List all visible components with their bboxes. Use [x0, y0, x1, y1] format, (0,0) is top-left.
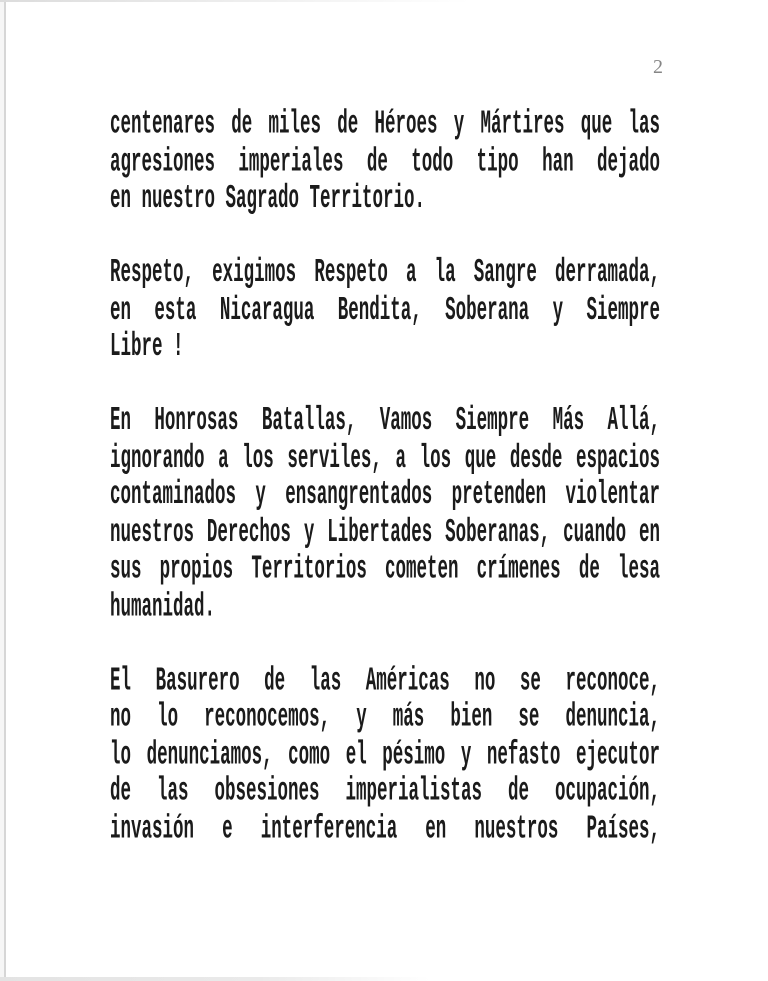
scan-edge-bottom [0, 977, 430, 981]
page-number: 2 [653, 56, 663, 78]
text-line: nuestros Derechos y Libertades Soberanas, cuando en [110, 513, 660, 552]
text-line: Respeto, exigimos Respeto a la Sangre derramada, [110, 254, 660, 293]
text-line: agresiones imperiales de todo tipo han dejado [110, 143, 660, 182]
text-line: humanidad. [110, 587, 216, 626]
text-line: El Basurero de las Américas no se reconoce, [110, 661, 660, 700]
paragraph-1 [110, 108, 660, 219]
text-line: en nuestro Sagrado Territorio. [110, 180, 426, 219]
text-line: no lo reconocemos, y más bien se denuncia, [110, 698, 660, 737]
paragraph-3 [110, 404, 660, 626]
text-line: En Honrosas Batallas, Vamos Siempre Más Allá, [110, 402, 660, 441]
text-line: Libre ! [110, 328, 184, 367]
text-line: en esta Nicaragua Bendita, Soberana y Siempre [110, 291, 660, 330]
paragraph-4 [110, 661, 660, 849]
scan-edge-left [4, 0, 6, 981]
text-line: centenares de miles de Héroes y Mártires que las [110, 106, 660, 145]
document-text-block [110, 108, 660, 849]
paragraph-2 [110, 256, 660, 367]
text-line: de las obsesiones imperialistas de ocupación, [110, 773, 660, 811]
text-line: invasión e interferencia en nuestros Países, [110, 810, 660, 849]
scan-edge-top [0, 0, 470, 2]
text-line: ignorando a los serviles, a los que desde espacios [110, 439, 660, 478]
text-line: sus propios Territorios cometen crímenes de lesa [110, 550, 660, 589]
text-line: contaminados y ensangrentados pretenden violentar [110, 476, 660, 515]
text-line: lo denunciamos, como el pésimo y nefasto ejecutor [110, 735, 660, 774]
